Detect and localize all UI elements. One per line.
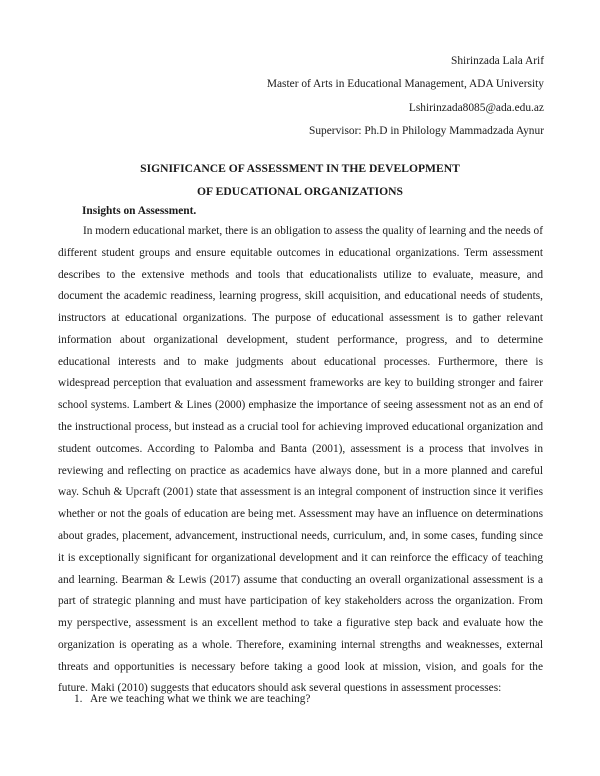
author-supervisor: Supervisor: Ph.D in Philology Mammadzada Aynur	[309, 125, 544, 138]
list-item	[74, 690, 310, 708]
section-heading: Insights on Assessment.	[82, 205, 197, 217]
list-item-text: Are we teaching what we think we are teaching?	[90, 693, 311, 705]
author-degree: Master of Arts in Educational Management, ADA University	[266, 78, 544, 91]
paper-title	[0, 157, 600, 203]
title-line-1: SIGNIFICANCE OF ASSESSMENT IN THE DEVELOPMENT	[140, 162, 460, 175]
body-paragraph: In modern educational market, there is an obligation to assess the quality of learning and the needs of different student groups and ensure equitable outcomes in educational organizations. Term assessment describes to the extensive methods and tools that educationalists utilize to evaluate, measure, and document the academic readiness, learning progress, skill acquisition, and educational needs of students, instructors at educational organizations. The purpose of educational assessment is to gather relevant information about organizational development, student performance, progress, and to determine educational interests and to make judgments about educational processes. Furthermore, there is widespread perception that evaluation and assessment frameworks are key to building stronger and fairer school systems. Lambert & Lines (2000) emphasize the importance of seeing assessment not as an end of the instructional process, but instead as a crucial tool for achieving improved educational organization and student outcomes. According to Palomba and Banta (2001), assessment is a process that involves in reviewing and reflecting on practice as academics have always done, but in a more planned and careful way. Schuh & Upcraft (2001) state that assessment is an integral component of instruction since it verifies whether or not the goals of education are being met. Assessment may have an influence on determinations about grades, placement, advancement, instructional needs, curriculum, and, in some cases, funding since it is exceptionally significant for organizational development and it can reinforce the efficacy of teaching and learning. Bearman & Lewis (2017) assume that conducting an overall organizational assessment is a part of strategic planning and must have participation of key stakeholders across the organization. From my perspective, assessment is an excellent method to take a figurative step back and evaluate how the organization is operating as a whole. Therefore, examining internal strengths and weaknesses, external threats and opportunities is necessary before taking a good look at mission, vision, and goals for the future. Maki (2010) suggests that educators should ask several questions in assessment processes:	[58, 225, 543, 695]
author-info	[267, 50, 544, 144]
author-email: Lshirinzada8085@ada.edu.az	[408, 101, 544, 114]
question-list	[74, 690, 310, 708]
author-name: Shirinzada Lala Arif	[451, 55, 544, 67]
list-item-number: 1.	[74, 693, 83, 705]
title-line-2: OF EDUCATIONAL ORGANIZATIONS	[197, 185, 403, 198]
